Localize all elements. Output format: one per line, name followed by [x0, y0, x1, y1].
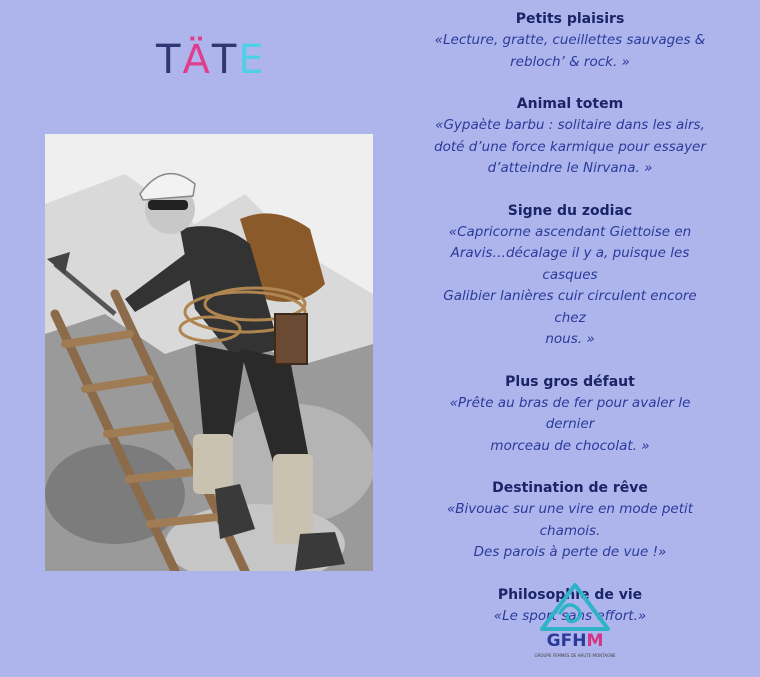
- logo-text-main: GFH: [546, 631, 587, 651]
- logo-text-m: M: [586, 631, 604, 651]
- section-heading: Philosophie de vie: [497, 586, 643, 603]
- text-line: rebloch’ & rock. »: [510, 53, 630, 70]
- text-line: d’atteindre le Nirvana. »: [487, 160, 653, 176]
- logo-subtitle: GROUPE FEMMES DE HAUTE MONTAGNE: [534, 653, 616, 658]
- text-line: «Bivouac sur une vire en mode petit: [446, 501, 694, 517]
- text-line: chamois.: [539, 522, 601, 539]
- climber-photo: [45, 134, 373, 571]
- text-line: «Prête au bras de fer pour avaler le dernier: [449, 394, 691, 432]
- mountain-logo-icon: [538, 583, 612, 633]
- title-letter: T: [211, 37, 239, 83]
- section-petits-plaisirs: [430, 8, 710, 73]
- section-heading: Destination de rêve: [492, 480, 648, 496]
- page-title: [156, 36, 266, 84]
- section-text: [430, 499, 710, 564]
- text-line: Galibier lanières cuir circulent encore chez: [443, 288, 697, 326]
- section-text: [430, 222, 710, 351]
- section-heading: Plus gros défaut: [505, 373, 635, 390]
- title-letter: T: [156, 37, 183, 83]
- title-letter: Ä: [182, 37, 212, 83]
- section-animal-totem: [430, 93, 710, 180]
- section-heading: Petits plaisirs: [515, 11, 625, 27]
- text-line: «Le sport sans effort.»: [493, 607, 647, 624]
- section-destination-reve: [430, 477, 710, 564]
- text-line: «Gypaète barbu : solitaire dans les airs,: [435, 117, 705, 133]
- section-plus-gros-defaut: [430, 371, 710, 458]
- section-heading: Signe du zodiac: [507, 202, 633, 219]
- section-text: [430, 115, 710, 180]
- section-text: [430, 30, 710, 73]
- section-signe-zodiac: [430, 200, 710, 351]
- section-heading: Animal totem: [516, 96, 624, 112]
- text-line: Des parois à perte de vue !»: [473, 544, 667, 560]
- text-line: Aravis…décalage il y a, puisque les casques: [450, 245, 690, 283]
- profile-text-column: [430, 8, 710, 647]
- text-line: «Capricorne ascendant Giettoise en: [448, 223, 692, 240]
- text-line: «Lecture, gratte, cueillettes sauvages &: [434, 32, 706, 48]
- logo-wordmark: [538, 631, 612, 651]
- title-letter: E: [238, 37, 266, 83]
- section-text: [430, 393, 710, 458]
- text-line: doté d’une force karmique pour essayer: [434, 138, 706, 155]
- text-line: morceau de chocolat. »: [490, 437, 650, 454]
- text-line: nous. »: [545, 331, 595, 347]
